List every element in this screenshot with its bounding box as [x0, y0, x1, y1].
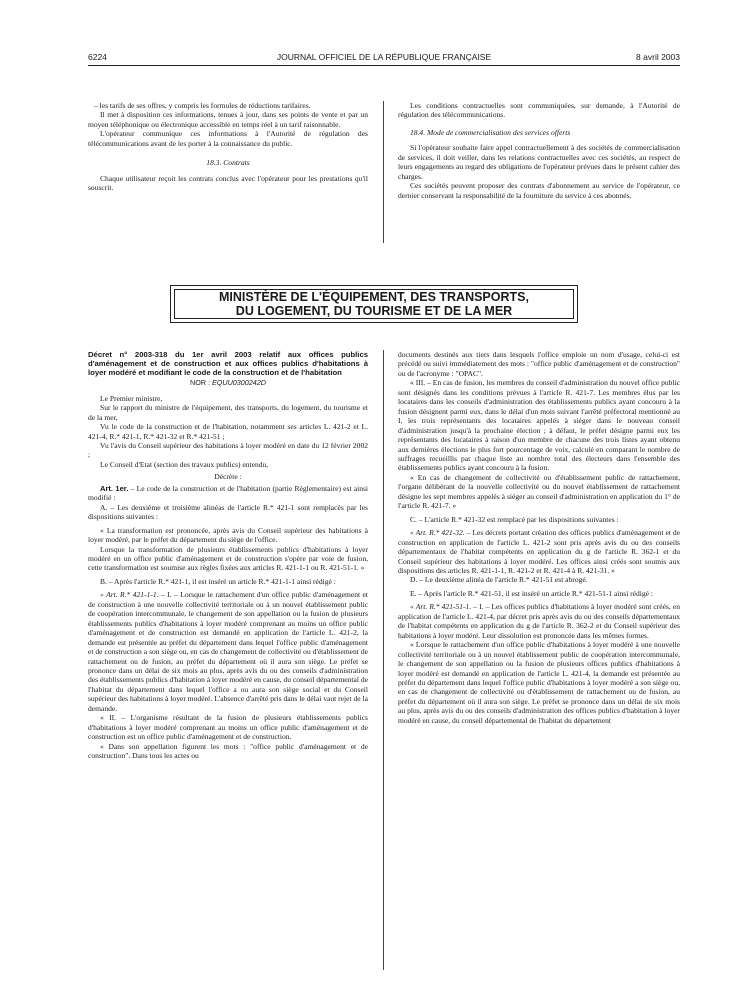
- article-r421-1-1: « Art. R.* 421-1-1. – I. – Lorsque le rattachement d'un office public d'aménagement et de construction à une nouvelle collectivité territoriale ou à un nouvel établissement public de coopération intercommunale, le changement de son appellation ou la fusion de plusieurs établissements publics d'habitations à loyer modéré comprenant au moins un office public d'aménagement et de construction est demandé en application de l'article L. 421-2, la demande est présentée au préfet du département dans lequel l'office public d'aménagement et de construction a son siège ou, en cas de changement de collectivité ou d'établissement de rattachement ou de fusion, au préfet du département où il aura son siège. Le préfet se prononce dans un délai de six mois au plus, après avis du ou des conseils d'administration des établissements publics d'habitation à loyer modéré en cause, du conseil départemental de l'habitat du département dans lequel l'office a ou aura son siège social et du Conseil supérieur des habitations à loyer modéré. L'absence d'arrêté pris dans le délai vaut rejet de la demande.: [88, 590, 368, 713]
- paragraph: D. – Le deuxième alinéa de l'article R.* 421-51 est abrogé.: [410, 575, 588, 585]
- nor-reference: NOR : EQUU0300242D: [190, 378, 266, 388]
- nor-code: EQUU0300242D: [212, 378, 266, 388]
- paragraph: documents destinés aux tiers dans lesquels l'office emploie un nom d'usage, celui-ci est précédé ou suivi immédiatement des mots : "office public d'aménagement et de construction" ou de l'acronyme : "OPAC".: [398, 350, 680, 378]
- paragraph: Le Premier ministre,: [100, 393, 163, 403]
- journal-title: JOURNAL OFFICIEL DE LA RÉPUBLIQUE FRANÇAISE: [276, 52, 492, 62]
- paragraph: A. – Les deuxième et troisième alinéas de l'article R.* 421-1 sont remplacés par les dispositions suivantes :: [88, 502, 368, 522]
- paragraph: « En cas de changement de collectivité ou d'établissement public de rattachement, l'organe délibérant de la nouvelle collectivité ou du nouvel établissement de rattachement désigne les sept membres appelés à siéger au conseil d'administration en application du 1° de l'article R. 421-7. »: [398, 472, 680, 511]
- ministry-heading-box: [170, 285, 578, 323]
- ministry-line-1: MINISTÈRE DE L'ÉQUIPEMENT, DES TRANSPORTS,: [219, 290, 529, 304]
- article-r421-51-1: « Art. R.* 421-51-1. – I. – Les offices publics d'habitations à loyer modéré sont créés, en application de l'article L. 421-4, par décret pris après avis du ou des conseils départementaux de l'habitat compétents en application du g de l'article R. 362-2 et du Conseil supérieur des habitations à loyer modéré. Leur dissolution est prononcée dans les mêmes formes.: [398, 602, 680, 640]
- page-header: [88, 52, 680, 66]
- paragraph: Chaque utilisateur reçoit les contrats conclus avec l'opérateur pour les prestations qu'il souscrit.: [88, 173, 368, 193]
- article-1: Art. 1er. – Le code de la construction et de l'habitation (partie Réglementaire) est ainsi modifié :: [88, 483, 369, 503]
- paragraph: Lorsque la transformation de plusieurs établissements publics d'habitations à loyer modéré en un office public d'aménagement et de construction s'opère par voie de fusion, cette transformation est soumise aux règles fixées aux articles R. 421-1-1 ou R. 421-51-1. »: [88, 544, 368, 573]
- paragraph: Le Conseil d'Etat (section des travaux publics) entendu,: [100, 459, 269, 469]
- decrete-heading: Décrète :: [214, 472, 242, 482]
- paragraph: « Dans son appellation figurent les mots : "office public d'aménagement et de construction". Dans tous les actes ou: [88, 741, 368, 761]
- column-rule: [383, 350, 384, 970]
- decree-title: Décret n° 2003-318 du 1er avril 2003 relatif aux offices publics d'aménagement et de construction et aux offices publics d'habitations à loyer modéré et modifiant le code de la construction et de l'habitation: [88, 350, 368, 378]
- paragraph: Ces sociétés peuvent proposer des contrats d'abonnement au service de l'opérateur, ce dernier conservant la responsabilité de la fourniture du service à ces abonnés.: [398, 181, 680, 200]
- column-rule: [383, 101, 384, 243]
- paragraph: C. – L'article R.* 421-32 est remplacé par les dispositions suivantes :: [410, 514, 619, 524]
- decree-right-column: [398, 350, 680, 725]
- section-heading-contrats: 18.3. Contrats: [206, 158, 250, 168]
- paragraph: E. – Après l'article R.* 421-51, il est inséré un article R.* 421-51-1 ainsi rédigé :: [410, 588, 654, 598]
- decree-left-column: [88, 350, 368, 761]
- paragraph: « La transformation est prononcée, après avis du Conseil supérieur des habitations à loyer modéré, par le préfet du département du siège de l'office.: [88, 525, 368, 545]
- section-heading-commercialisation: 18.4. Mode de commercialisation des services offerts: [410, 127, 571, 137]
- top-left-column: [88, 101, 368, 193]
- paragraph: Vu le code de la construction et de l'habitation, notamment ses articles L. 421-2 et L. 421-4, R.* 421-1, R.* 421-32 et R.* 421-51 ;: [88, 422, 368, 441]
- paragraph: L'opérateur communique ces informations à l'Autorité de régulation des télécommunications avant de les porter à la connaissance du public.: [88, 129, 368, 148]
- paragraph: Les conditions contractuelles sont communiquées, sur demande, à l'Autorité de régulation des télécommunications.: [398, 101, 680, 120]
- paragraph: « II. – L'organisme résultant de la fusion de plusieurs établissements publics d'habitations à loyer modéré comprenant au moins un office public d'aménagement et de construction est un office public d'aménagement et de construction.: [88, 713, 368, 742]
- issue-date: 8 avril 2003: [636, 52, 680, 62]
- paragraph: – les tarifs de ses offres, y compris les formules de réductions tarifaires.: [94, 101, 311, 110]
- paragraph: Il met à disposition ces informations, tenues à jour, dans ses points de vente et par un moyen téléphonique ou électronique accessible en temps réel à un tarif raisonnable.: [88, 110, 368, 129]
- ministry-line-2: DU LOGEMENT, DU TOURISME ET DE LA MER: [235, 303, 513, 318]
- paragraph: Sur le rapport du ministre de l'équipement, des transports, du logement, du tourisme et de la mer,: [88, 403, 368, 422]
- article-r421-32: « Art. R.* 421-32. – Les décrets portant création des offices publics d'aménagement et de construction en application de l'article L. 421-2 sont pris après avis du ou des conseils départementaux de l'habitat compétents en application du g de l'article R. 362-1 et du Conseil supérieur des habitations à loyer modéré. Les offices ainsi créés sont soumis aux dispositions des articles R. 421-1-1, R. 421-2 et R. 421-4 à R. 421-31. »: [398, 528, 680, 575]
- header-rule: [88, 65, 680, 66]
- paragraph: B. – Après l'article R.* 421-1, il est inséré un article R.* 421-1-1 ainsi rédigé :: [100, 576, 336, 586]
- paragraph: Si l'opérateur souhaite faire appel contractuellement à des sociétés de commercialisation de services, il doit veiller, dans les relations contractuelles avec ces sociétés, au respect de leurs engagements au regard des obligations de l'opérateur prévues dans le présent cahier des charges.: [398, 143, 680, 181]
- paragraph: Vu l'avis du Conseil supérieur des habitations à loyer modéré en date du 12 février 2002 ;: [88, 441, 368, 460]
- page-number: 6224: [88, 52, 107, 62]
- top-right-column: [398, 101, 680, 200]
- paragraph: « III. – En cas de fusion, les membres du conseil d'administration du nouvel office public sont désignés dans les conditions prévues à l'article R. 421-7. Les membres élus par les locataires dans les conseils d'administration des établissements publics ayant concouru à la fusion désignent parmi eux, dans le délai d'un mois suivant l'arrêté préfectoral mentionné au I, les trois représentants des locataires appelés à siéger dans le nouveau conseil d'administration jusqu'à la prochaine élection ; à défaut, le préfet désigne parmi eux les représentants des locataires à raison d'un membre de chacune des trois listes ayant obtenu aux dernières élections le plus fort pourcentage de voix, calculé en comparant le nombre de suffrages recueillis par chaque liste au nombre total des électeurs dans l'ensemble des établissements publics ayant concouru à la fusion.: [398, 378, 680, 473]
- paragraph: « Lorsque le rattachement d'un office public d'habitations à loyer modéré à une nouvelle collectivité territoriale ou à un nouvel établissement public de coopération intercommunale, le changement de son appellation ou la fusion de plusieurs offices publics d'habitations à loyer modéré est demandé en application de l'article L. 421-4, la demande est présentée au préfet du département dans lequel l'office public d'habitations à loyer modéré a son siège ou, en cas de changement de collectivité ou d'établissement de rattachement ou de fusion, au préfet du département où il aura son siège. Le préfet se prononce dans un délai de six mois au plus, après avis du ou des conseils d'administration des offices publics d'habitation à loyer modéré en cause, du conseil départemental de l'habitat du département: [398, 640, 680, 725]
